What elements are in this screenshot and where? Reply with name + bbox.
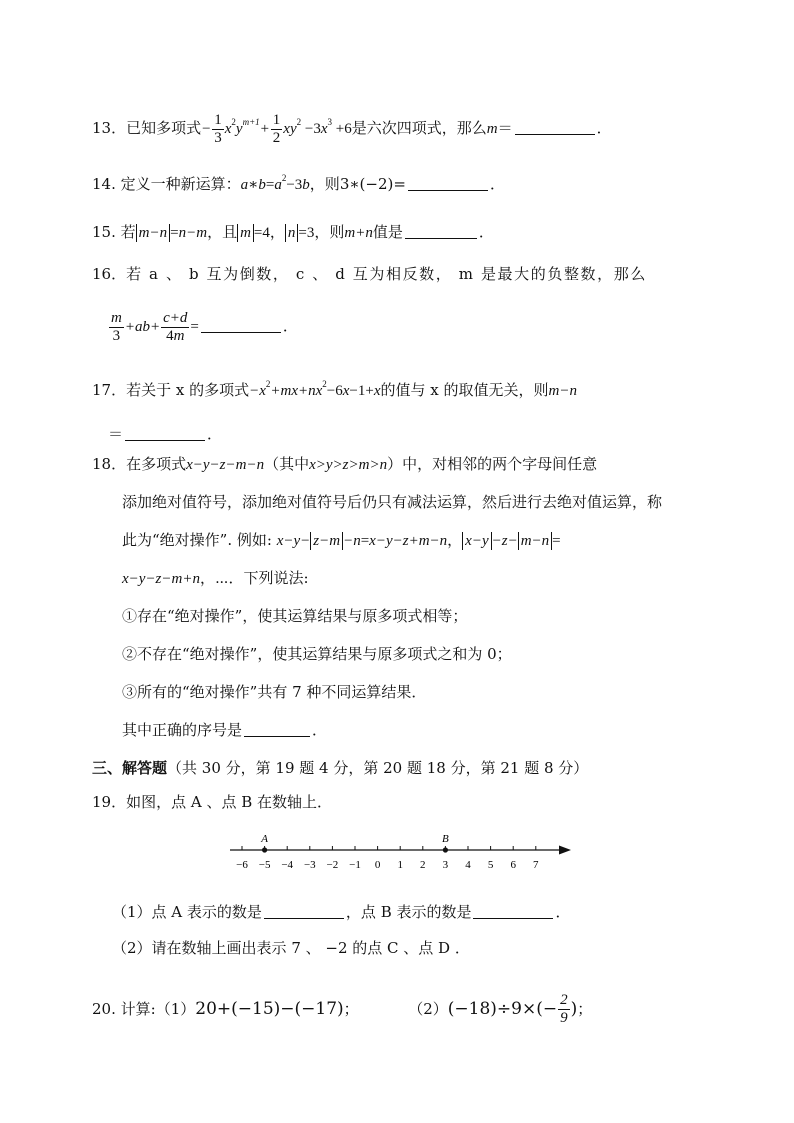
tick-label: −1 (349, 859, 361, 871)
q14-definition: $a∗b=a^2-3b$ (240, 173, 310, 193)
tick-label: 7 (533, 859, 539, 871)
tick-label: −2 (326, 859, 339, 871)
question-14: 14. 定义一种新运算：$a∗b=a^2-3b$，则3∗(−2)= ． (92, 173, 505, 193)
q13-polynomial: − $\frac{1}{3}$ $x^2y^{m+1}+$ $\frac{1}{2}$ $xy^2 -3x^3 +6$ (201, 112, 352, 146)
tick-label: 0 (374, 859, 381, 871)
tick-label: 1 (397, 859, 403, 871)
tick-label: −3 (303, 859, 316, 871)
question-13: 13．已知多项式− $\frac{1}{3}$ $x^2y^{m+1}+$ $\frac{1}{2}$ $xy^2 -3x^3 +6$是六次四项式，那么m＝ ． (92, 112, 612, 146)
point-b-label: B (442, 833, 449, 845)
q16-answer-blank[interactable] (201, 316, 281, 333)
q14-expression: 3∗(−2)= (339, 175, 406, 193)
tick-label: 2 (420, 859, 426, 871)
tick-label: 6 (510, 859, 516, 871)
question-18-line4: x−y−z−m+n，⋯．下列说法: (122, 569, 309, 587)
tick-label: −6 (236, 859, 248, 871)
statement-1: ①存在“绝对操作”，使其运算结果与原多项式相等； (122, 607, 468, 625)
tick-label: 5 (487, 859, 494, 871)
question-19-part1: （1）点 A 表示的数是 ，点 B 表示的数是 ． (112, 903, 571, 921)
q19-a-answer-blank[interactable] (264, 902, 344, 919)
question-19-part2: （2）请在数轴上画出表示 7 、 −2 的点 C 、点 D ． (112, 939, 470, 957)
q13-answer-blank[interactable] (515, 118, 595, 135)
question-17-answer: ＝ ． (108, 425, 223, 443)
question-19: 19．如图，点 A 、点 B 在数轴上． (92, 793, 333, 811)
tick-label: −4 (281, 859, 294, 871)
question-18-line2: 添加绝对值符号，添加绝对值符号后仍只有减法运算，然后进行去绝对值运算，称 (122, 493, 663, 511)
statement-2: ②不存在“绝对操作”，使其运算结果与原多项式之和为 0； (122, 645, 512, 663)
q18-answer-blank[interactable] (244, 720, 310, 737)
question-16-expression: $\frac{m}{3}$ +ab+ $\frac{c+d}{4m}$ = ． (111, 310, 298, 344)
tick-label: 3 (442, 859, 449, 871)
question-18: 18．在多项式x−y−z−m−n（其中x>y>z>m>n）中，对相邻的两个字母间任意 (92, 455, 598, 473)
q14-answer-blank[interactable] (408, 174, 488, 191)
q17-answer-blank[interactable] (125, 424, 205, 441)
q20-expression-1: 20+(−15)−(−17) (195, 999, 344, 1019)
number-line-tick-labels (236, 859, 539, 871)
tick-label: 4 (465, 859, 471, 871)
question-20: 20. 计算:（1）20+(−15)−(−17)； （2）(−18)÷9×(− $\frac{2}{9}$ )； (92, 992, 593, 1026)
q19-b-answer-blank[interactable] (473, 902, 553, 919)
tick-label: −5 (258, 859, 271, 871)
question-15: 15. 若 m−n =n−m，且 m =4， n =3，则m+n值是 ． (92, 223, 494, 241)
statement-3: ③所有的“绝对操作”共有 7 种不同运算结果． (122, 683, 427, 701)
question-16: 16．若 a 、 b 互为倒数， c 、 d 互为相反数， m 是最大的负整数，那么 (92, 265, 647, 283)
number-line-arrow (559, 846, 571, 855)
q15-answer-blank[interactable] (405, 222, 477, 239)
point-a-label: A (261, 833, 268, 845)
question-18-ask: 其中正确的序号是 ． (122, 721, 328, 739)
q20-expression-2: (−18)÷9×(− $\frac{2}{9}$ ) (447, 992, 578, 1026)
point-b (443, 847, 448, 852)
point-a (262, 847, 267, 852)
question-17: 17．若关于 x 的多项式$-x^2+mx+nx^2-6x-1+x$的值与 x 的取值无关，则m−n (92, 379, 577, 399)
section-3-header: 三、解答题（共 30 分，第 19 题 4 分，第 20 题 18 分，第 21 题 8 分） (92, 759, 589, 777)
question-18-line3: 此为“绝对操作”. 例如: x−y− z−m −n=x−y−z+m−n， x−y −z− m−n = (122, 531, 561, 549)
number-line (228, 820, 573, 880)
